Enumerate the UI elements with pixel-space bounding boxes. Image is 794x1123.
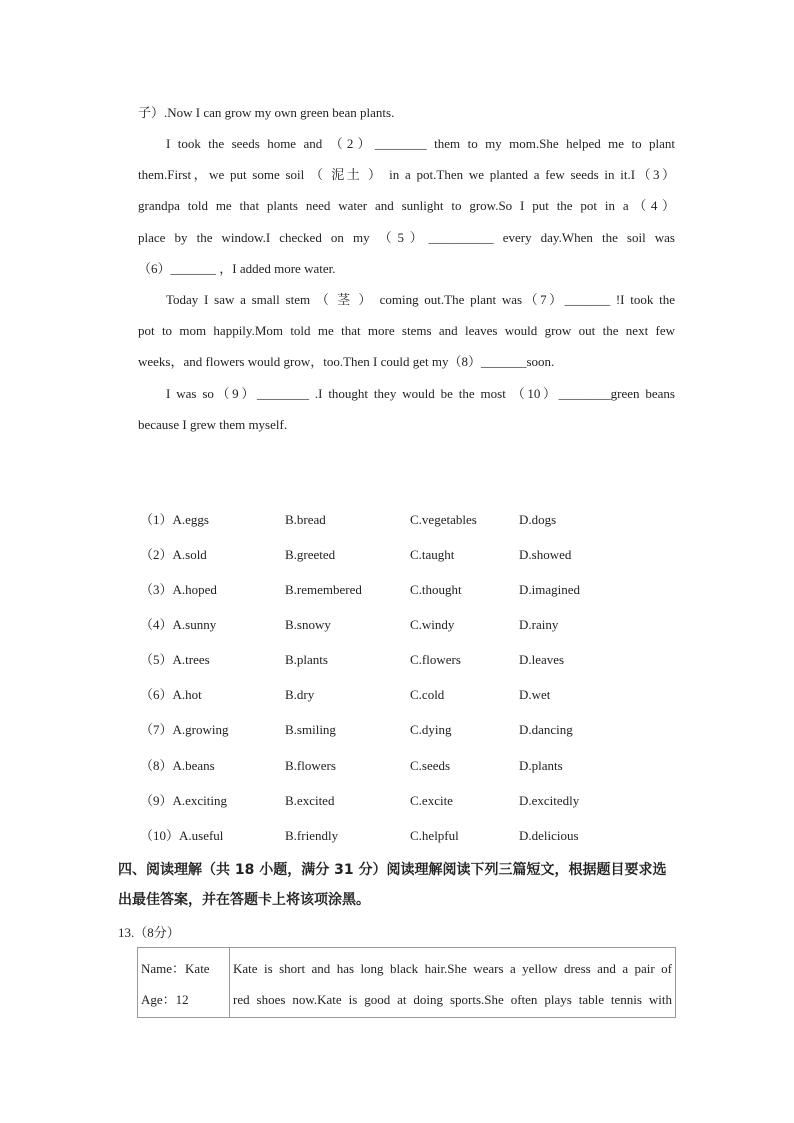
passage-line-8: pot to mom happily.Mom told me that more stems and leaves would grow out the next few — [138, 323, 675, 338]
profile-table — [137, 947, 676, 1018]
profile-age: Age：12 — [141, 992, 189, 1007]
option-c: C.helpful — [410, 828, 459, 843]
option-a: （2）A.sold — [140, 547, 207, 562]
option-b: B.remembered — [285, 582, 362, 597]
option-c: C.vegetables — [410, 512, 477, 527]
section-heading-line-2: 出最佳答案，并在答题卡上将该项涂黑。 — [118, 892, 370, 908]
option-b: B.friendly — [285, 828, 339, 843]
option-d: D.rainy — [519, 617, 559, 632]
profile-name: Name：Kate — [141, 961, 210, 976]
option-b: B.plants — [285, 652, 328, 667]
option-d: D.dancing — [519, 722, 573, 737]
option-b: B.greeted — [285, 547, 336, 562]
option-c: C.flowers — [410, 652, 461, 667]
passage-line-3: them.First，we put some soil （ 泥土 ） in a pot.Then we planted a few seeds in it.I（3） — [138, 167, 675, 182]
option-d: D.imagined — [519, 582, 581, 597]
option-a: （3）A.hoped — [140, 582, 217, 597]
passage-line-5: place by the window.I checked on my （5）__________ every day.When the soil was — [138, 230, 675, 245]
option-d: D.leaves — [519, 652, 565, 667]
option-a: （7）A.growing — [140, 722, 229, 737]
option-b: B.dry — [285, 687, 315, 702]
description-line-1: Kate is short and has long black hair.She wears a yellow dress and a pair of — [233, 961, 672, 976]
option-a: （9）A.exciting — [140, 793, 228, 808]
option-d: D.plants — [519, 758, 563, 773]
option-d: D.excitedly — [519, 793, 580, 808]
option-b: B.bread — [285, 512, 326, 527]
description-line-2: red shoes now.Kate is good at doing sports.She often plays table tennis with — [233, 992, 672, 1007]
passage-line-11: because I grew them myself. — [138, 417, 288, 432]
option-c: C.windy — [410, 617, 455, 632]
option-c: C.thought — [410, 582, 462, 597]
option-c: C.excite — [410, 793, 453, 808]
profile-cell — [138, 948, 230, 1018]
option-a: （6）A.hot — [140, 687, 202, 702]
option-c: C.dying — [410, 722, 452, 737]
passage-line-4: grandpa told me that plants need water and sunlight to grow.So I put the pot in a（4） — [138, 198, 675, 213]
passage-line-1: 子）.Now I can grow my own green bean plants. — [138, 105, 395, 120]
option-c: C.seeds — [410, 758, 451, 773]
option-d: D.dogs — [519, 512, 557, 527]
question-number: 13.（8分） — [118, 925, 180, 940]
option-b: B.smiling — [285, 722, 336, 737]
option-b: B.flowers — [285, 758, 336, 773]
passage-line-6: （6）_______ ，I added more water. — [138, 261, 336, 276]
option-a: （10）A.useful — [140, 828, 224, 843]
option-c: C.taught — [410, 547, 455, 562]
passage-line-9: weeks，and flowers would grow，too.Then I could get my（8）_______soon. — [138, 354, 555, 369]
option-d: D.showed — [519, 547, 572, 562]
description-cell — [230, 948, 676, 1018]
option-a: （4）A.sunny — [140, 617, 217, 632]
option-a: （5）A.trees — [140, 652, 210, 667]
section-heading-line-1: 四、阅读理解（共 18 小题，满分 31 分）阅读理解阅读下列三篇短文，根据题目要求选 — [118, 862, 667, 878]
passage-line-7: Today I saw a small stem （ 茎 ） coming out.The plant was（7）_______ !I took the — [166, 292, 675, 307]
option-b: B.excited — [285, 793, 335, 808]
option-b: B.snowy — [285, 617, 331, 632]
passage-line-2: I took the seeds home and （2）________ them to my mom.She helped me to plant — [166, 136, 675, 151]
option-a: （1）A.eggs — [140, 512, 209, 527]
option-c: C.cold — [410, 687, 445, 702]
table-row — [138, 948, 676, 1018]
option-a: （8）A.beans — [140, 758, 215, 773]
passage-line-10: I was so（9）________ .I thought they would be the most （10）________green beans — [166, 386, 675, 401]
option-d: D.wet — [519, 687, 551, 702]
option-d: D.delicious — [519, 828, 579, 843]
